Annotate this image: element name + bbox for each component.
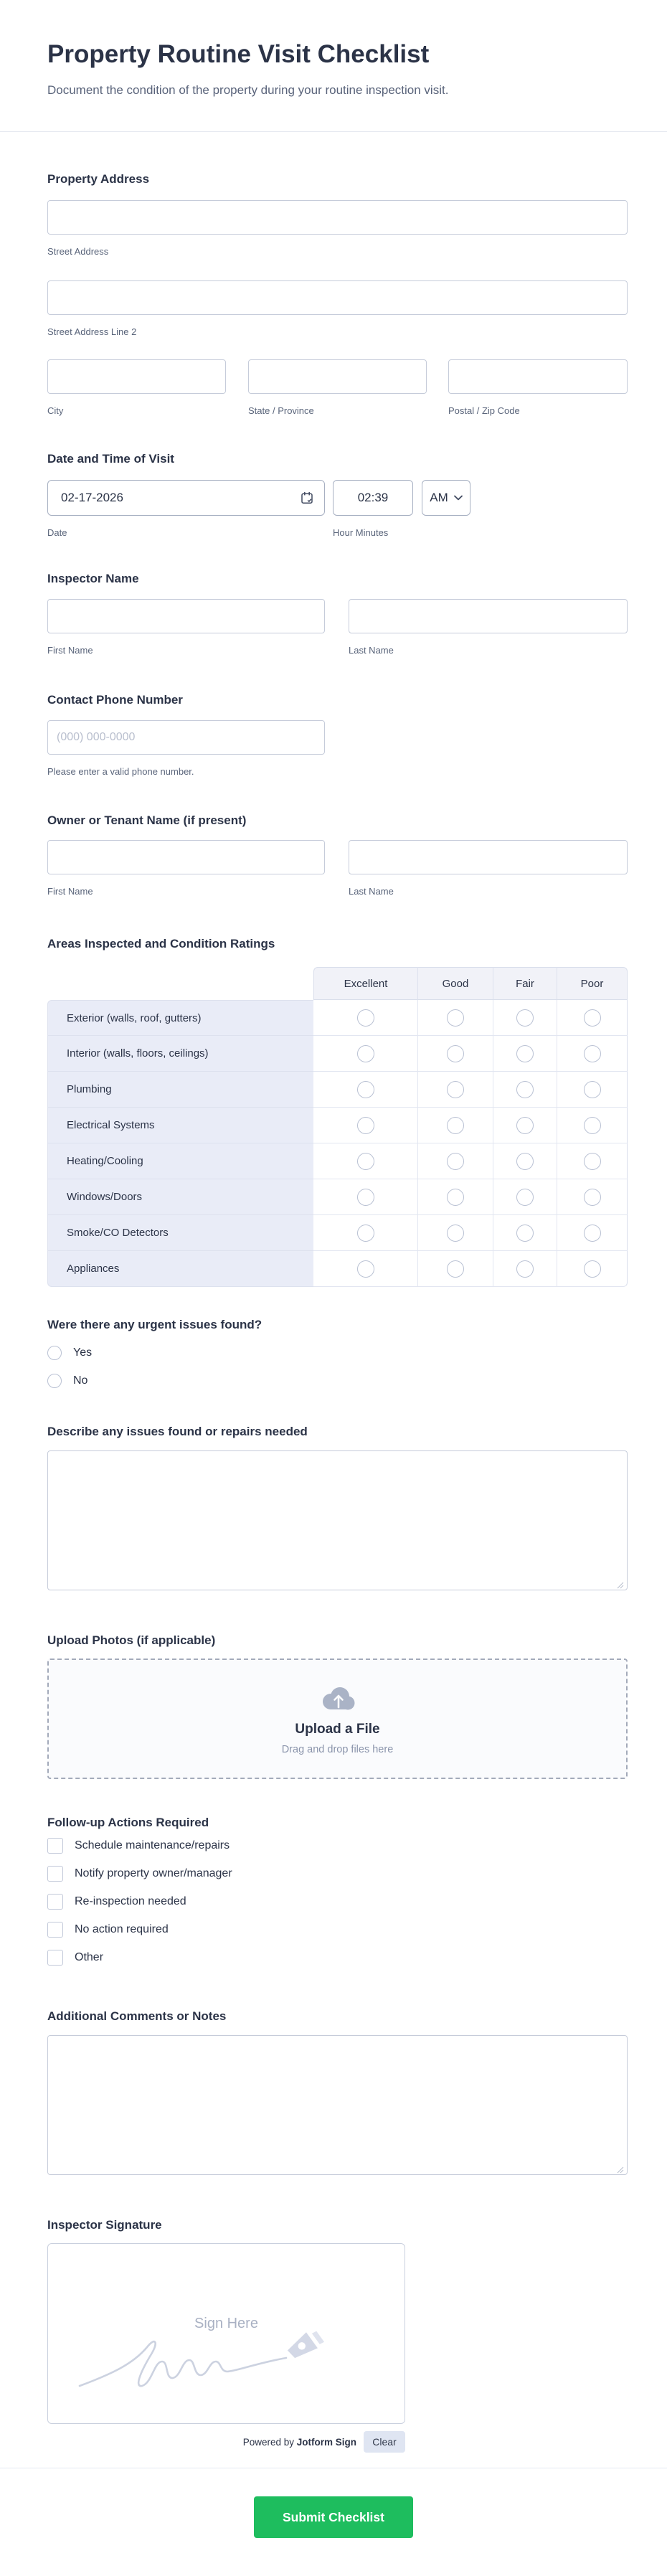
state-sublabel: State / Province <box>248 405 314 416</box>
checkbox[interactable] <box>47 1894 63 1910</box>
rating-cell-good[interactable] <box>418 1251 493 1287</box>
comments-label: Additional Comments or Notes <box>47 2009 227 2023</box>
street-address-line2-sublabel: Street Address Line 2 <box>47 326 137 337</box>
rating-cell-excellent[interactable] <box>313 1143 418 1179</box>
rating-cell-fair[interactable] <box>493 1179 557 1215</box>
time-sublabel: Hour Minutes <box>333 527 389 538</box>
rating-radio-poor[interactable] <box>584 1153 601 1170</box>
signature-squiggle-and-pen-icon <box>71 2324 358 2403</box>
street-address-input[interactable] <box>47 200 628 235</box>
followup-options <box>47 1838 628 1966</box>
time-value: 02:39 <box>357 491 389 504</box>
phone-input[interactable] <box>47 720 325 755</box>
matrix-row-label: Heating/Cooling <box>47 1143 313 1179</box>
rating-cell-poor[interactable] <box>557 1179 628 1215</box>
matrix-row-label: Smoke/CO Detectors <box>47 1215 313 1251</box>
rating-radio-good[interactable] <box>447 1260 464 1278</box>
owner-last-name-sublabel: Last Name <box>349 886 394 897</box>
comments-textarea[interactable] <box>47 2035 628 2175</box>
issues-label: Describe any issues found or repairs needed <box>47 1425 308 1438</box>
matrix-row-label: Windows/Doors <box>47 1179 313 1215</box>
matrix-row-label: Exterior (walls, roof, gutters) <box>47 1000 313 1036</box>
rating-cell-poor[interactable] <box>557 1036 628 1072</box>
owner-last-name-input[interactable] <box>349 840 628 874</box>
checkbox-label: No action required <box>75 1923 169 1935</box>
rating-cell-good[interactable] <box>418 1072 493 1108</box>
time-input[interactable] <box>333 480 413 516</box>
rating-radio-excellent[interactable] <box>357 1225 374 1242</box>
checkbox-label: Re-inspection needed <box>75 1895 186 1907</box>
rating-radio-poor[interactable] <box>584 1260 601 1278</box>
rating-radio-good[interactable] <box>447 1045 464 1062</box>
rating-cell-excellent[interactable] <box>313 1251 418 1287</box>
rating-cell-excellent[interactable] <box>313 1072 418 1108</box>
rating-radio-excellent[interactable] <box>357 1153 374 1170</box>
radio-yes-label: Yes <box>73 1346 93 1359</box>
page-subtitle: Document the condition of the property during your routine inspection visit. <box>47 83 449 97</box>
street-address-line2-input[interactable] <box>47 280 628 315</box>
powered-by-text <box>243 2437 356 2448</box>
matrix-col-header: Fair <box>493 967 557 1000</box>
ampm-select[interactable] <box>422 480 470 516</box>
inspector-first-name-sublabel: First Name <box>47 645 93 656</box>
rating-radio-fair[interactable] <box>516 1117 534 1134</box>
checkbox[interactable] <box>47 1922 63 1938</box>
rating-radio-poor[interactable] <box>584 1117 601 1134</box>
rating-cell-excellent[interactable] <box>313 1108 418 1143</box>
checkbox[interactable] <box>47 1950 63 1966</box>
phone-sublabel: Please enter a valid phone number. <box>47 766 194 777</box>
rating-cell-fair[interactable] <box>493 1036 557 1072</box>
submit-button[interactable]: Submit Checklist <box>254 2496 413 2538</box>
rating-radio-excellent[interactable] <box>357 1189 374 1206</box>
rating-cell-poor[interactable] <box>557 1251 628 1287</box>
rating-cell-excellent[interactable] <box>313 1000 418 1036</box>
rating-cell-fair[interactable] <box>493 1143 557 1179</box>
followup-option[interactable] <box>47 1866 628 1882</box>
rating-cell-good[interactable] <box>418 1179 493 1215</box>
rating-cell-poor[interactable] <box>557 1000 628 1036</box>
inspector-last-name-input[interactable] <box>349 599 628 633</box>
matrix-row-label: Appliances <box>47 1251 313 1287</box>
rating-radio-fair[interactable] <box>516 1260 534 1278</box>
rating-radio-poor[interactable] <box>584 1045 601 1062</box>
jotform-sign-brand: Jotform Sign <box>296 2436 356 2448</box>
sign-here-text: Sign Here <box>194 2316 258 2331</box>
chevron-down-icon <box>454 495 463 501</box>
rating-cell-good[interactable] <box>418 1000 493 1036</box>
rating-radio-fair[interactable] <box>516 1189 534 1206</box>
zip-input[interactable] <box>448 359 628 394</box>
city-input[interactable] <box>47 359 226 394</box>
checkbox[interactable] <box>47 1866 63 1882</box>
owner-name-label: Owner or Tenant Name (if present) <box>47 813 247 827</box>
owner-first-name-sublabel: First Name <box>47 886 93 897</box>
ratings-label: Areas Inspected and Condition Ratings <box>47 937 275 950</box>
rating-radio-good[interactable] <box>447 1225 464 1242</box>
signature-label: Inspector Signature <box>47 2218 162 2232</box>
rating-cell-fair[interactable] <box>493 1000 557 1036</box>
street-address-sublabel: Street Address <box>47 246 109 257</box>
rating-radio-good[interactable] <box>447 1153 464 1170</box>
rating-cell-good[interactable] <box>418 1108 493 1143</box>
rating-radio-fair[interactable] <box>516 1081 534 1098</box>
rating-cell-poor[interactable] <box>557 1108 628 1143</box>
followup-option[interactable] <box>47 1838 628 1854</box>
date-value: 02-17-2026 <box>61 491 123 504</box>
followup-label: Follow-up Actions Required <box>47 1816 209 1829</box>
ampm-value: AM <box>430 491 448 504</box>
rating-radio-poor[interactable] <box>584 1081 601 1098</box>
inspector-first-name-input[interactable] <box>47 599 325 633</box>
rating-cell-poor[interactable] <box>557 1215 628 1251</box>
urgent-issues-label: Were there any urgent issues found? <box>47 1318 262 1331</box>
rating-cell-fair[interactable] <box>493 1108 557 1143</box>
rating-radio-fair[interactable] <box>516 1225 534 1242</box>
rating-radio-excellent[interactable] <box>357 1045 374 1062</box>
clear-signature-button[interactable]: Clear <box>364 2431 405 2453</box>
matrix-col-header: Excellent <box>313 967 418 1000</box>
followup-option[interactable] <box>47 1894 628 1910</box>
rating-cell-good[interactable] <box>418 1143 493 1179</box>
rating-cell-fair[interactable] <box>493 1251 557 1287</box>
matrix-row-label: Interior (walls, floors, ceilings) <box>47 1036 313 1072</box>
zip-sublabel: Postal / Zip Code <box>448 405 520 416</box>
date-sublabel: Date <box>47 527 67 538</box>
checkbox-label: Other <box>75 1951 104 1963</box>
rating-radio-poor[interactable] <box>584 1189 601 1206</box>
upload-label: Upload Photos (if applicable) <box>47 1633 216 1647</box>
rating-cell-good[interactable] <box>418 1036 493 1072</box>
property-address-label: Property Address <box>47 172 150 186</box>
state-input[interactable] <box>248 359 427 394</box>
phone-label: Contact Phone Number <box>47 693 183 707</box>
checkbox-label: Schedule maintenance/repairs <box>75 1839 230 1851</box>
signature-pad[interactable] <box>47 2243 405 2424</box>
rating-radio-poor[interactable] <box>584 1225 601 1242</box>
rating-cell-excellent[interactable] <box>313 1179 418 1215</box>
rating-cell-fair[interactable] <box>493 1215 557 1251</box>
rating-radio-poor[interactable] <box>584 1009 601 1027</box>
rating-radio-fair[interactable] <box>516 1045 534 1062</box>
followup-option[interactable] <box>47 1950 628 1966</box>
ratings-matrix <box>47 967 628 1287</box>
rating-radio-fair[interactable] <box>516 1009 534 1027</box>
matrix-row-label: Electrical Systems <box>47 1108 313 1143</box>
calendar-icon[interactable] <box>300 491 314 505</box>
rating-cell-excellent[interactable] <box>313 1036 418 1072</box>
matrix-col-header: Good <box>418 967 493 1000</box>
checkbox-label: Notify property owner/manager <box>75 1867 232 1879</box>
upload-hint: Drag and drop files here <box>281 1743 394 1755</box>
upload-title: Upload a File <box>295 1721 380 1737</box>
radio-no-label: No <box>73 1374 88 1387</box>
inspector-last-name-sublabel: Last Name <box>349 645 394 656</box>
rating-cell-excellent[interactable] <box>313 1215 418 1251</box>
rating-radio-good[interactable] <box>447 1009 464 1027</box>
issues-textarea[interactable] <box>47 1450 628 1590</box>
matrix-corner <box>47 967 313 1000</box>
inspector-name-label: Inspector Name <box>47 572 139 585</box>
checkbox[interactable] <box>47 1838 63 1854</box>
rating-cell-good[interactable] <box>418 1215 493 1251</box>
rating-cell-fair[interactable] <box>493 1072 557 1108</box>
powered-by-prefix: Powered by <box>242 2436 294 2448</box>
page-title: Property Routine Visit Checklist <box>47 40 430 68</box>
header-divider <box>0 131 667 132</box>
signature-footer <box>47 2431 405 2453</box>
datetime-label: Date and Time of Visit <box>47 452 174 466</box>
owner-first-name-input[interactable] <box>47 840 325 874</box>
followup-option[interactable] <box>47 1922 628 1938</box>
rating-cell-poor[interactable] <box>557 1072 628 1108</box>
rating-radio-good[interactable] <box>447 1117 464 1134</box>
city-sublabel: City <box>47 405 64 416</box>
radio-no[interactable] <box>47 1374 62 1388</box>
rating-radio-fair[interactable] <box>516 1153 534 1170</box>
urgent-option-no[interactable] <box>47 1373 628 1389</box>
rating-radio-excellent[interactable] <box>357 1117 374 1134</box>
rating-radio-good[interactable] <box>447 1081 464 1098</box>
rating-cell-poor[interactable] <box>557 1143 628 1179</box>
rating-radio-excellent[interactable] <box>357 1009 374 1027</box>
radio-yes[interactable] <box>47 1346 62 1360</box>
urgent-option-yes[interactable] <box>47 1345 628 1361</box>
rating-radio-excellent[interactable] <box>357 1081 374 1098</box>
rating-radio-excellent[interactable] <box>357 1260 374 1278</box>
rating-radio-good[interactable] <box>447 1189 464 1206</box>
date-input[interactable] <box>47 480 325 516</box>
matrix-row-label: Plumbing <box>47 1072 313 1108</box>
upload-dropzone[interactable] <box>47 1659 628 1779</box>
upload-cloud-icon <box>318 1683 357 1712</box>
matrix-col-header: Poor <box>557 967 628 1000</box>
